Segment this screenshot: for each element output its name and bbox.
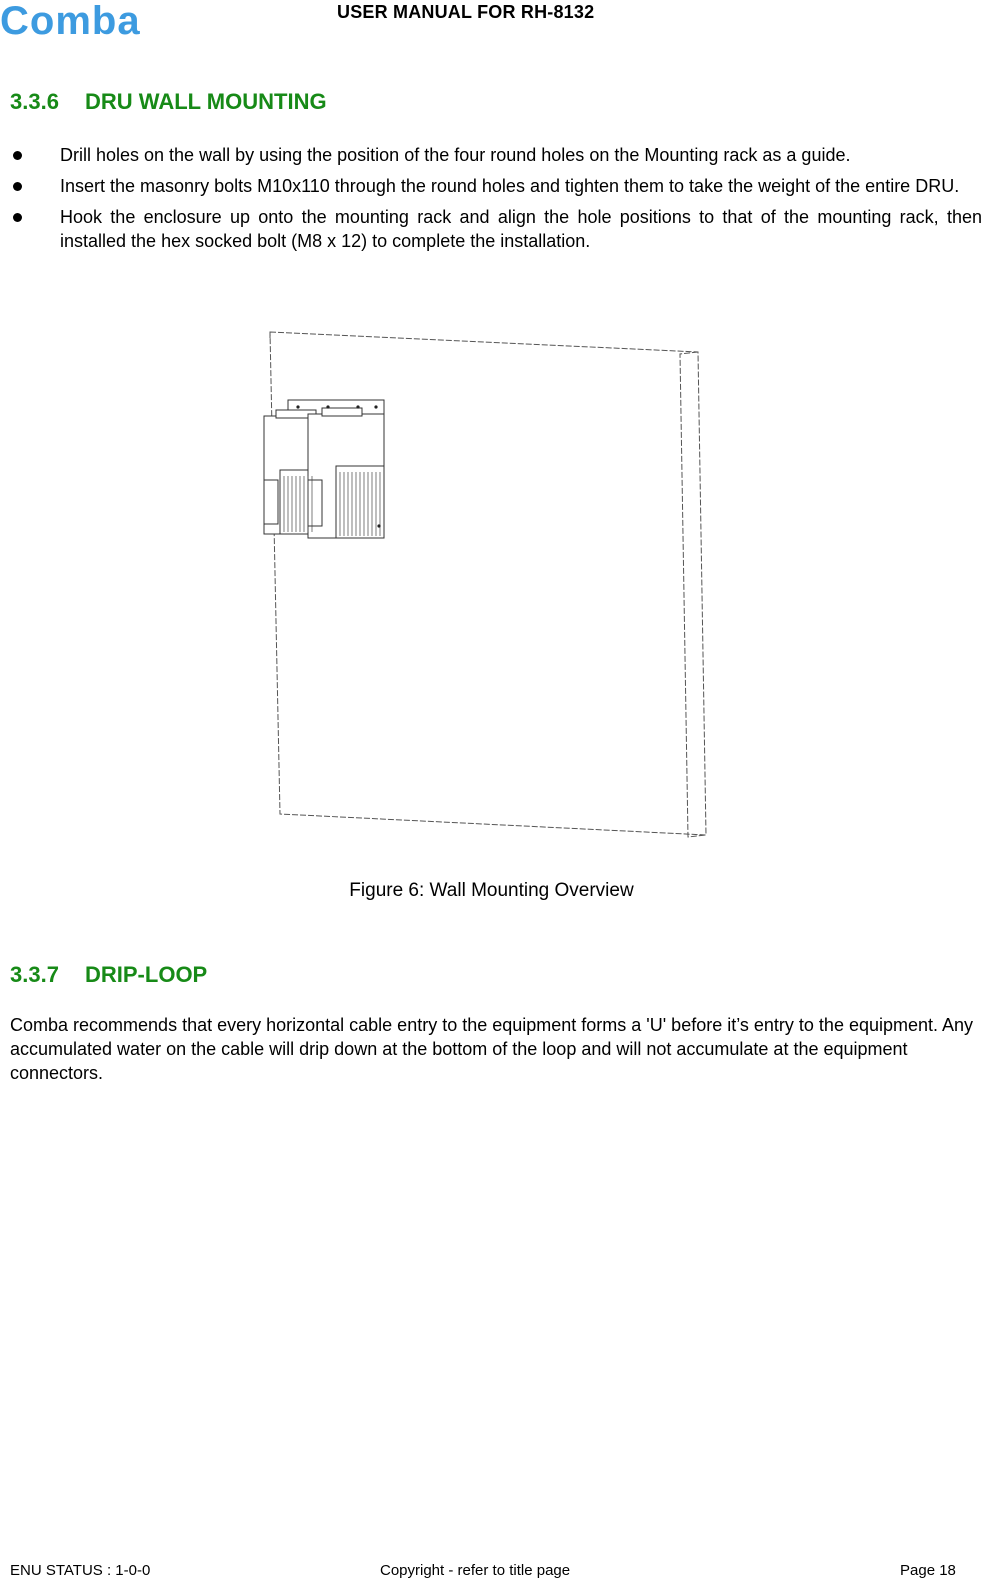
figure-caption: Figure 6: Wall Mounting Overview — [349, 880, 634, 901]
list-item: Hook the enclosure up onto the mounting rack and align the hole positions to that of the mounting rack, then installed the hex socked bolt (M8 x 12) to complete the installation. — [0, 205, 982, 253]
section-heading-wall-mounting — [10, 89, 327, 115]
comba-logo — [0, 2, 180, 38]
drip-loop-paragraph: Comba recommends that every horizontal cable entry to the equipment forms a 'U' before it’s entry to the equipment. Any accumulated water on the cable will drip down at the bottom of the loop and will not accumulate at the equipment connectors. — [10, 1015, 974, 1083]
installation-steps-list — [0, 143, 983, 260]
section-heading-drip-loop — [10, 962, 207, 988]
wall-mounting-figure — [258, 330, 718, 850]
list-item: Insert the masonry bolts M10x110 through the round holes and tighten them to take the weight of the entire DRU. — [0, 174, 982, 198]
logo-text: Comba — [0, 2, 141, 38]
footer-copyright: Copyright - refer to title page — [380, 1562, 571, 1579]
section-title: DRU WALL MOUNTING — [85, 89, 327, 114]
document-title: USER MANUAL FOR RH-8132 — [337, 2, 595, 22]
dru-units — [264, 400, 384, 538]
section-number: 3.3.7 — [10, 962, 59, 987]
section-title: DRIP-LOOP — [85, 962, 208, 987]
footer-page-number: Page 18 — [900, 1562, 956, 1579]
section-number: 3.3.6 — [10, 89, 59, 114]
list-item: Drill holes on the wall by using the position of the four round holes on the Mounting rack as a guide. — [0, 143, 982, 167]
footer-status: ENU STATUS : 1-0-0 — [10, 1562, 151, 1579]
